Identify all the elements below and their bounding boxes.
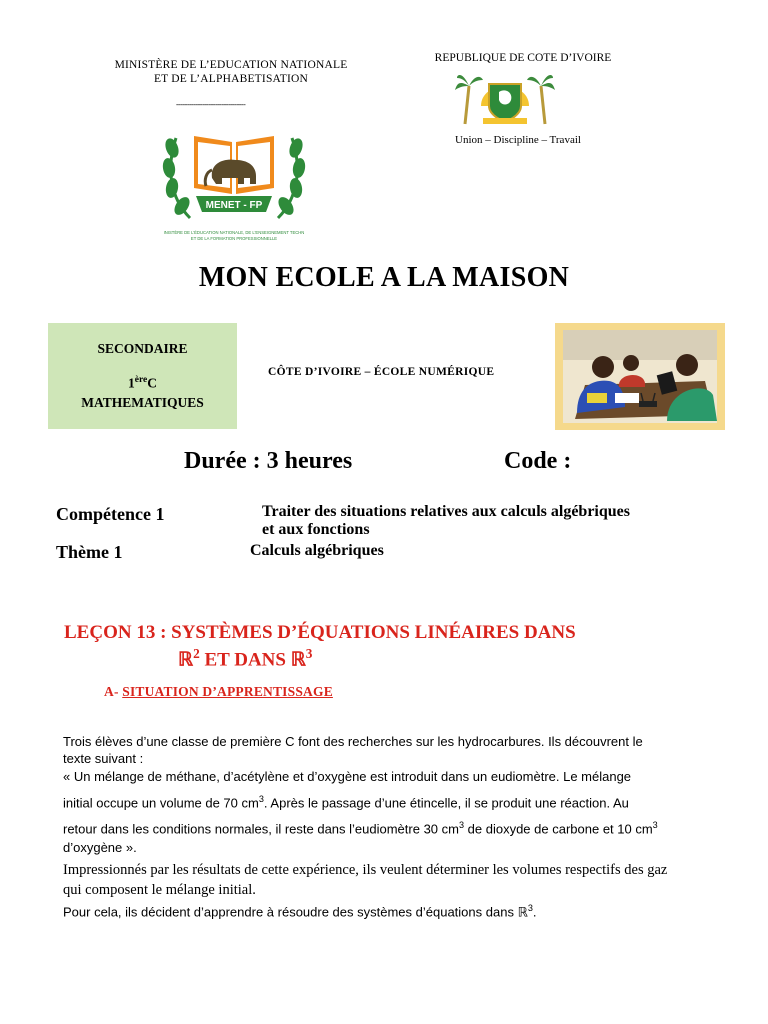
ministry-line-2: ET DE L’ALPHABETISATION bbox=[153, 73, 309, 85]
paragraph-line: Trois élèves d’une classe de première C font des recherches sur les hydrocarbures. Ils découvrent le bbox=[63, 734, 643, 749]
real-set-symbol: ℝ bbox=[517, 904, 528, 920]
paragraph-intro bbox=[63, 733, 713, 767]
paragraph-line: « Un mélange de méthane, d’acétylène et d’oxygène est introduit dans un eudiomètre. Le mélange bbox=[63, 769, 632, 784]
logo-caption-2: ET DE LA FORMATION PROFESSIONNELLE bbox=[190, 236, 278, 241]
competence-text-line-2: et aux fonctions bbox=[262, 521, 370, 538]
and-text: ET DANS bbox=[199, 649, 291, 671]
ministry-line-1: MINISTÈRE DE L’EDUCATION NATIONALE bbox=[114, 59, 348, 71]
text-fragment: . bbox=[532, 904, 537, 920]
ministry-heading bbox=[86, 58, 376, 86]
code-label: Code : bbox=[504, 448, 572, 474]
real-set-symbol: ℝ bbox=[178, 649, 194, 671]
page-title: MON ECOLE A LA MAISON bbox=[198, 262, 570, 293]
lesson-title-line-1: LEÇON 13 : SYSTÈMES D’ÉQUATIONS LINÉAIRES DANS bbox=[64, 622, 576, 643]
text-fragment: de dioxyde de carbone et 10 cm bbox=[464, 821, 653, 837]
situation-heading bbox=[104, 684, 333, 700]
logo-caption-1: INISTÈRE DE L’ÉDUCATION NATIONALE, DE L’ENSEIGNEMENT TECHN bbox=[163, 230, 305, 235]
ecole-numerique-label: CÔTE D’IVOIRE – ÉCOLE NUMÉRIQUE bbox=[268, 366, 495, 378]
text-fragment: . Après le passage d’une étincelle, il se produit une réaction. Au bbox=[263, 795, 629, 811]
paragraph-line: d’oxygène ». bbox=[63, 839, 137, 855]
situation-prefix: A- bbox=[104, 684, 123, 699]
text-fragment: initial occupe un volume de 70 cm bbox=[63, 795, 259, 811]
theme-text: Calculs algébriques bbox=[250, 542, 384, 559]
competence-text-line-1: Traiter des situations relatives aux calculs algébriques bbox=[262, 503, 630, 520]
paragraph-line: texte suivant : bbox=[63, 751, 144, 766]
class-number: 1 bbox=[128, 375, 135, 391]
subject-label: MATHEMATIQUES bbox=[81, 395, 204, 410]
class-letter: C bbox=[147, 375, 157, 391]
class-superscript: ère bbox=[134, 375, 148, 385]
exponent: 3 bbox=[258, 794, 264, 804]
exponent: 3 bbox=[458, 820, 465, 831]
paragraph-motivation bbox=[63, 860, 713, 900]
paragraph-line: qui composent le mélange initial. bbox=[63, 882, 256, 898]
exponent: 3 bbox=[652, 820, 658, 831]
competence-text bbox=[262, 503, 712, 539]
theme-label: Thème 1 bbox=[56, 542, 123, 562]
exponent: 3 bbox=[527, 903, 533, 913]
text-fragment: retour dans les conditions normales, il reste dans l’eudiomètre 30 cm bbox=[63, 821, 459, 837]
students-photo bbox=[555, 323, 725, 430]
competence-label: Compétence 1 bbox=[56, 504, 165, 524]
logo-text: MENET - FP bbox=[205, 200, 263, 211]
paragraph-line bbox=[63, 814, 713, 840]
paragraph-line bbox=[63, 788, 713, 814]
text-fragment: Pour cela, ils décident d’apprendre à résoudre des systèmes d’équations dans bbox=[63, 904, 518, 920]
paragraph-quote bbox=[63, 766, 713, 855]
situation-title: SITUATION D’APPRENTISSAGE bbox=[122, 684, 333, 699]
duration-label: Durée : 3 heures bbox=[184, 448, 353, 474]
level-label: SECONDAIRE bbox=[97, 341, 188, 356]
motto: Union – Discipline – Travail bbox=[455, 134, 581, 146]
exponent: 2 bbox=[193, 646, 200, 661]
coat-of-arms-icon bbox=[455, 66, 555, 128]
paragraph-goal bbox=[63, 900, 713, 920]
lesson-title-line-2 bbox=[178, 646, 312, 671]
ministry-dashes: -------------------------------- bbox=[176, 100, 246, 109]
menet-fp-logo bbox=[160, 108, 308, 248]
paragraph-line: Impressionnés par les résultats de cette expérience, ils veulent déterminer les volumes respectifs des gaz bbox=[63, 862, 668, 878]
real-set-symbol: ℝ bbox=[290, 649, 306, 671]
exponent: 3 bbox=[305, 646, 313, 661]
class-label bbox=[48, 375, 237, 392]
republic-heading: REPUBLIQUE DE COTE D’IVOIRE bbox=[434, 52, 612, 64]
level-box bbox=[48, 323, 237, 429]
